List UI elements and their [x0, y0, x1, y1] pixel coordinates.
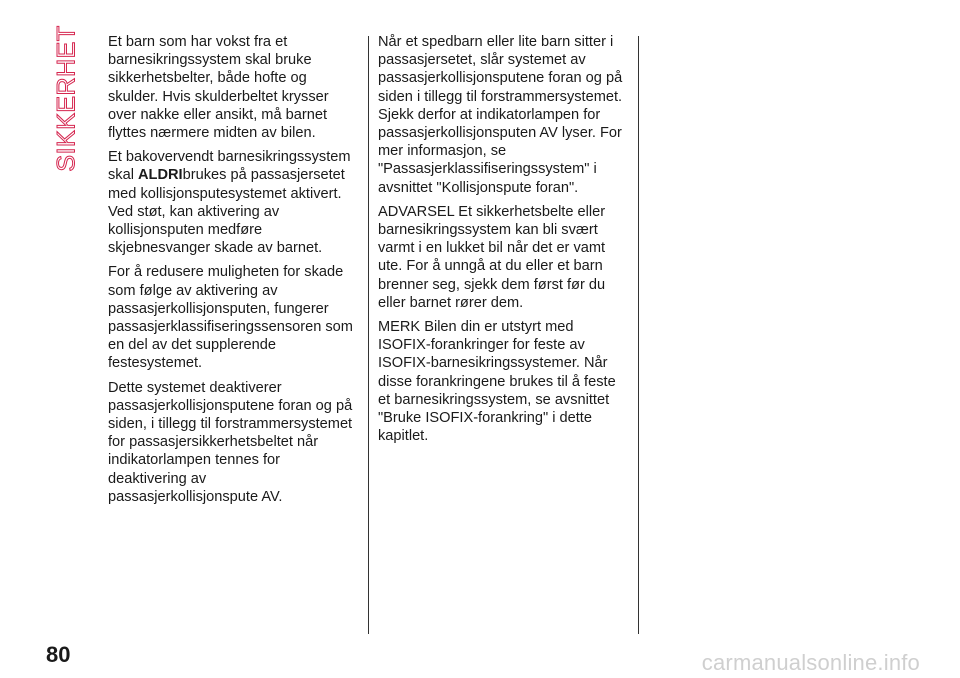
- page-number: 80: [46, 642, 71, 667]
- left-paragraph-3: For å redusere muligheten for skade som følge av aktivering av passasjerkollisjonsputen, fungerer passasjerklassifiseringssensoren som en del av det supplerende festesystemet.: [108, 264, 353, 372]
- column-divider-1: [368, 36, 369, 634]
- left-paragraph-4: Dette systemet deaktiverer passasjerkollisjonsputene foran og på siden, i tillegg til forstrammersystemet for passasjersikkerhetsbeltet når indikatorlampen tennes for deaktivering av passasjerkollisjonspute AV.: [108, 379, 353, 505]
- section-title: [52, 24, 82, 172]
- left-column: [108, 33, 360, 512]
- watermark: carmanualsonline.info: [701, 650, 920, 675]
- right-paragraph-2: ADVARSEL Et sikkerhetsbelte eller barnesikringssystem kan bli svært varmt i en lukket bil når det er vamt ute. For å unngå at du eller et barn brenner seg, sjekk dem først før du eller barnet rører dem.: [378, 203, 606, 311]
- right-paragraph-3: MERK Bilen din er utstyrt med ISOFIX-forankringer for feste av ISOFIX-barnesikringssystemer. Når disse forankringene brukes til å feste et barnesikringssystem, se avsnittet "Bruke ISOFIX-forankring" i dette kapitlet.: [378, 319, 616, 445]
- right-paragraph-1: Når et spedbarn eller lite barn sitter i passasjersetet, slår systemet av passasjerkollisjonsputene foran og på siden i tillegg til forstrammersystemet. Sjekk derfor at indikatorlampen for passasjerkollisjonsputen AV lyser. For mer informasjon, se "Passasjerklassifiseringssystem" i avsnittet "Kollisjonspute foran".: [378, 34, 623, 196]
- column-divider-2: [638, 36, 639, 634]
- left-paragraph-2-post: brukes på passasjersetet med kollisjonsputesystemet aktivert. Ved støt, kan aktivering av kollisjonsputen medføre skjebnesvanger skade av barnet.: [108, 167, 345, 257]
- section-title-text: SIKKERHET: [52, 24, 81, 172]
- left-paragraph-2: [108, 148, 360, 257]
- left-paragraph-2-pre: Et bakovervendt barnesikringssystem skal: [108, 149, 351, 184]
- left-paragraph-1: Et barn som har vokst fra et barnesikringssystem skal bruke sikkerhetsbelter, både hofte og skulder. Hvis skulderbeltet krysser over nakke eller ansikt, må barnet flyttes nærmere midten av bilen.: [108, 34, 329, 142]
- right-column: [378, 33, 630, 451]
- left-paragraph-2-bold: ALDRI: [138, 167, 183, 184]
